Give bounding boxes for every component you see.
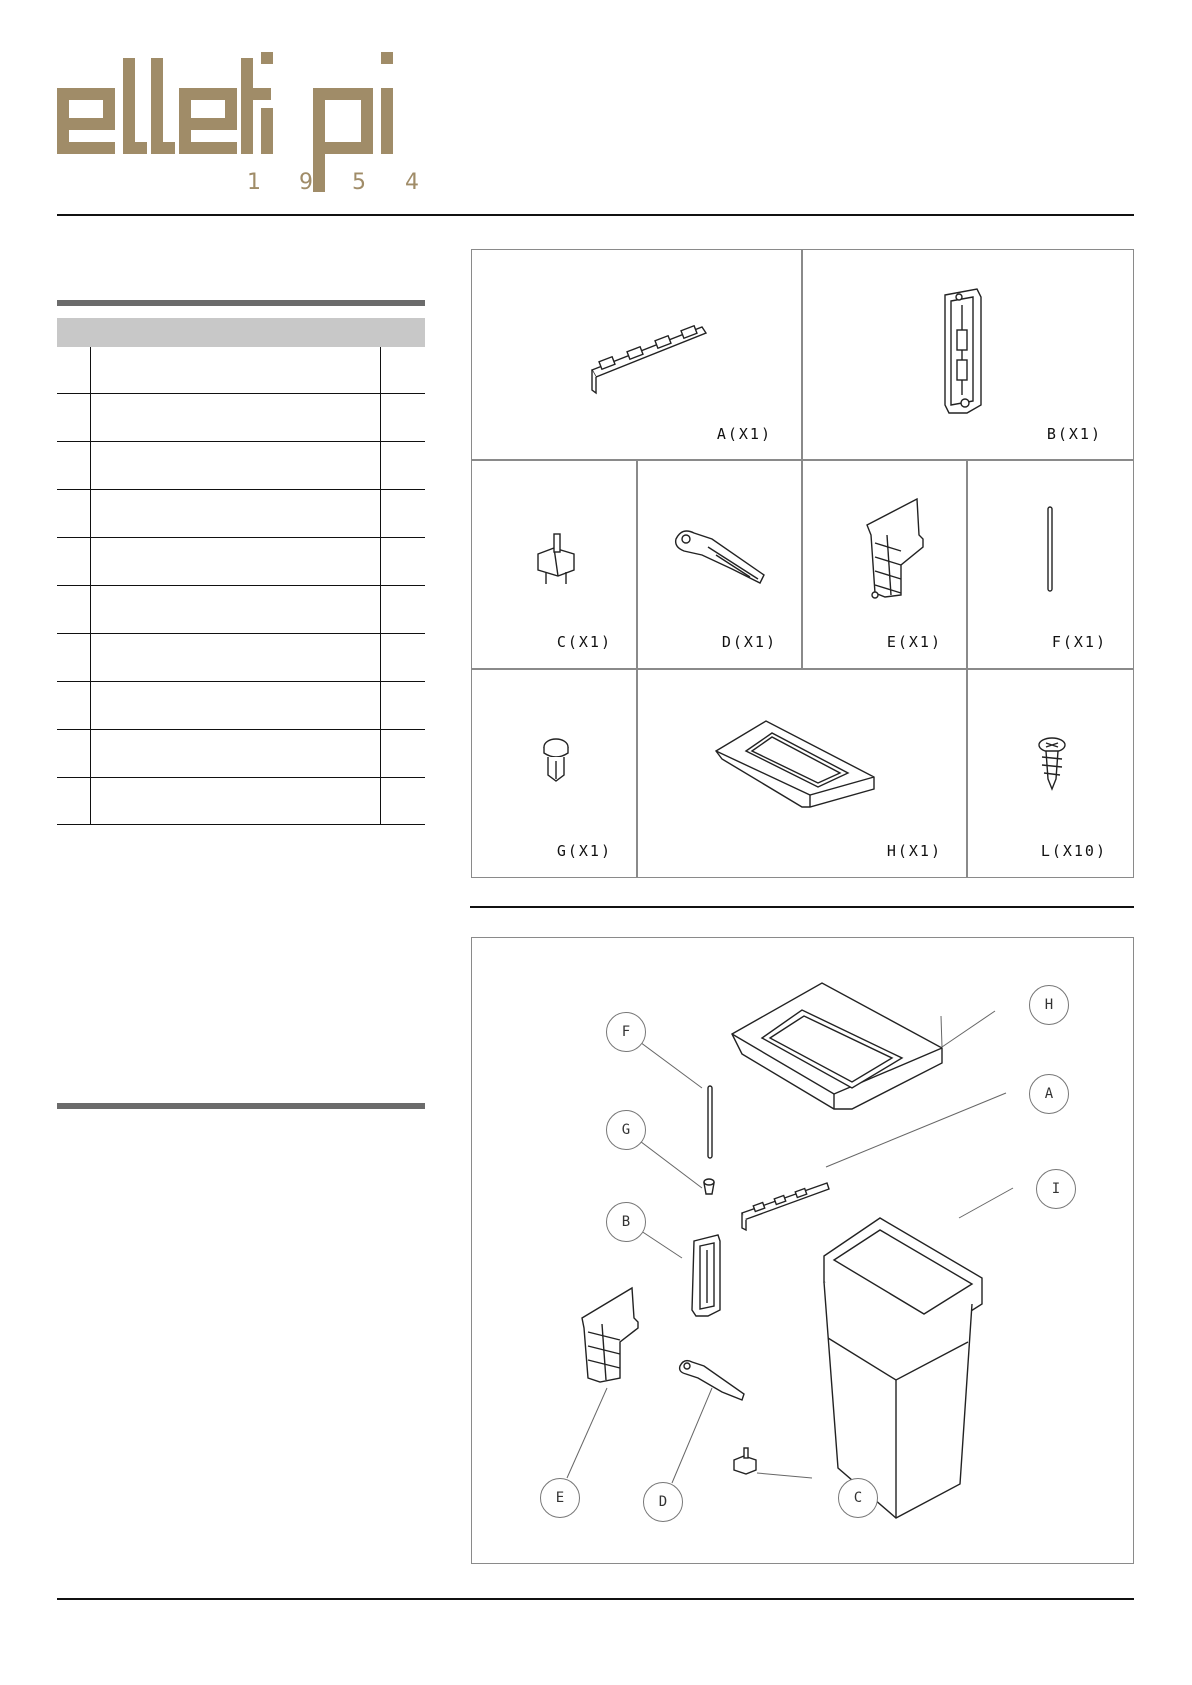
brand-logo: [55, 52, 435, 202]
callout-c: C: [838, 1478, 878, 1518]
callout-h: H: [1029, 985, 1069, 1025]
part-label: G(X1): [556, 842, 612, 860]
hinge-bracket-icon: [937, 285, 997, 425]
table-row: [57, 441, 425, 442]
side-bracket-icon: [857, 495, 937, 605]
section-grey-rule: [57, 1103, 425, 1109]
table-row: [57, 633, 425, 634]
callout-e: E: [540, 1478, 580, 1518]
parts-grid: [471, 249, 1134, 878]
callout-b: B: [606, 1202, 646, 1242]
callout-g: G: [606, 1110, 646, 1150]
table-row: [57, 777, 425, 778]
table-row: [57, 585, 425, 586]
part-label: C(X1): [556, 633, 612, 651]
lever-icon: [672, 525, 772, 595]
grid-line: [636, 459, 638, 877]
year-digit: 1: [247, 170, 261, 195]
lid-frame-icon: [712, 715, 882, 815]
table-row: [57, 824, 425, 825]
callout-d: D: [643, 1482, 683, 1522]
callout-i: I: [1036, 1169, 1076, 1209]
header-rule: [57, 214, 1134, 216]
callout-f: F: [606, 1012, 646, 1052]
parts-table: [57, 347, 425, 825]
part-label: E(X1): [886, 633, 942, 651]
grid-line: [966, 459, 968, 877]
pin-icon: [536, 735, 576, 790]
assembly-diagram: [471, 937, 1134, 1564]
table-top-rule: [57, 300, 425, 306]
callout-a: A: [1029, 1074, 1069, 1114]
year-digit: 4: [405, 170, 419, 195]
screw-icon: [1032, 735, 1072, 795]
table-row: [57, 537, 425, 538]
table-row: [57, 681, 425, 682]
part-label: D(X1): [721, 633, 777, 651]
table-row: [57, 729, 425, 730]
rod-icon: [1044, 505, 1058, 595]
part-label: L(X10): [1040, 842, 1107, 860]
table-row: [57, 393, 425, 394]
grid-line: [472, 459, 1133, 461]
rail-bracket-icon: [582, 315, 712, 395]
footer-rule: [57, 1598, 1134, 1600]
brand-year: [247, 170, 437, 198]
table-column-divider: [90, 347, 91, 825]
table-header: [57, 318, 425, 347]
clip-icon: [532, 530, 592, 590]
table-row: [57, 489, 425, 490]
part-label: F(X1): [1051, 633, 1107, 651]
year-digit: 9: [299, 170, 313, 195]
exploded-view-icon: [472, 938, 1133, 1563]
section-rule: [470, 906, 1134, 908]
part-label: B(X1): [1046, 425, 1102, 443]
part-label: H(X1): [886, 842, 942, 860]
part-label: A(X1): [716, 425, 772, 443]
grid-line: [801, 250, 803, 459]
year-digit: 5: [352, 170, 366, 195]
table-column-divider: [380, 347, 381, 825]
grid-line: [472, 668, 1133, 670]
